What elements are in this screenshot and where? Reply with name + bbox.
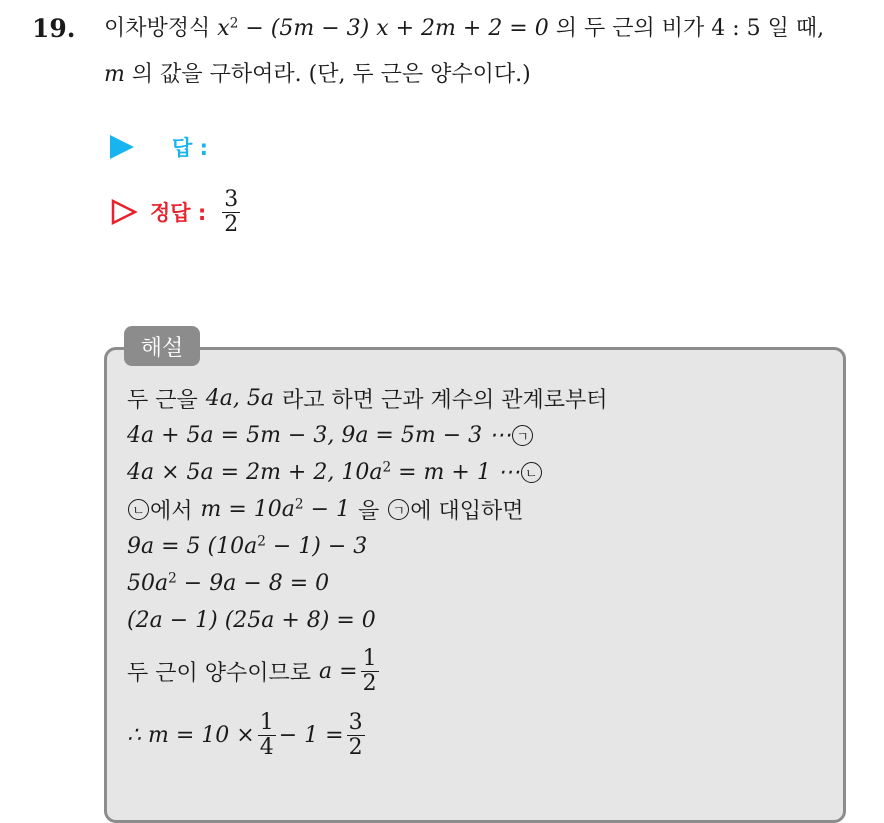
exponent: 2 (168, 570, 177, 587)
math-part: − 1) − 3 (265, 534, 368, 559)
solution-math: 4a + 5a = 5m − 3, 9a = 5m − 3 ⋯ (127, 423, 512, 448)
solution-line-9 (127, 703, 833, 767)
circled-mark: ㄴ (128, 499, 149, 520)
answer-label: 답 : (172, 136, 208, 160)
problem-text: 이차방정식 (104, 16, 211, 41)
solution-text: 라고 하면 근과 계수의 관계로부터 (281, 388, 608, 413)
fraction-numerator: 3 (224, 187, 239, 213)
problem-variable: m (104, 62, 125, 87)
solution-line-8 (127, 639, 833, 703)
solution-line-1 (127, 380, 833, 417)
exponent: 2 (257, 533, 266, 550)
circled-mark: ㄱ (512, 425, 533, 446)
math-part: 9a = 5 (10a (127, 534, 258, 559)
solution-line-5 (127, 528, 833, 565)
solution-math: − 1 = (278, 722, 344, 748)
problem-line-2 (104, 60, 531, 90)
math-part: 4a × 5a = 2m + 2, 10a (127, 460, 383, 485)
equation-exponent: 2 (229, 15, 239, 32)
problem-number: 19. (32, 14, 76, 43)
fraction-denominator: 2 (348, 734, 363, 760)
solution-math: ∴ m = 10 × (127, 722, 255, 748)
fraction-denominator: 2 (224, 211, 239, 237)
problem-line-1 (104, 14, 824, 44)
circled-mark: ㄱ (388, 499, 409, 520)
math-part: − 1 (303, 497, 351, 522)
outline-triangle-icon (110, 198, 138, 226)
problem-text-2: 의 값을 구하여라. (단, 두 근은 양수이다.) (124, 62, 531, 87)
solution-math (127, 571, 329, 596)
solution-line-3 (127, 454, 833, 491)
fraction-denominator: 2 (362, 670, 377, 696)
fraction (361, 647, 379, 694)
solution-text: 에 대입하면 (410, 499, 524, 524)
fraction-numerator: 3 (348, 710, 363, 736)
fraction-numerator: 1 (259, 710, 274, 736)
solution-line-4 (127, 491, 833, 528)
fraction-denominator: 4 (259, 734, 274, 760)
exponent: 2 (294, 496, 304, 513)
answer-key-row (110, 182, 243, 242)
math-part: − 9a − 8 = 0 (176, 571, 330, 596)
solution-box (104, 347, 846, 823)
circled-mark: ㄴ (521, 462, 542, 483)
play-triangle-icon (110, 135, 134, 159)
solution-text: 두 근이 양수이므로 (127, 660, 312, 686)
solution-math (201, 497, 351, 522)
solution-tab: 해설 (124, 326, 200, 366)
solution-text: 을 (358, 499, 380, 524)
solution-line-6 (127, 565, 833, 602)
problem-text-suffix: 의 두 근의 비가 4 : 5 일 때, (548, 16, 825, 41)
correct-answer-label: 정답 : (150, 201, 207, 225)
solution-math: a = (319, 658, 358, 684)
solution-text: 두 근을 (127, 388, 198, 413)
equation-rest: − (5m − 3) x + 2m + 2 = 0 (238, 16, 549, 41)
math-part: = m + 1 ⋯ (391, 460, 520, 485)
solution-lines (127, 380, 833, 767)
correct-answer-fraction (222, 188, 240, 235)
problem-equation (217, 16, 548, 41)
solution-line-7 (127, 602, 833, 639)
math-part: 50a (127, 571, 169, 596)
solution-math: (2a − 1) (25a + 8) = 0 (127, 608, 376, 633)
fraction-numerator: 1 (362, 646, 377, 672)
solution-math (127, 534, 367, 559)
math-part: m = 10a (200, 497, 295, 522)
solution-text: 에서 (150, 499, 193, 524)
fraction (258, 711, 276, 758)
solution-math: 4a, 5a (205, 386, 274, 411)
solution-math (127, 460, 520, 485)
equation-variable: x (217, 16, 230, 41)
fraction (347, 711, 365, 758)
solution-line-2 (127, 417, 833, 454)
answer-blank-row (110, 129, 208, 165)
exponent: 2 (382, 459, 392, 476)
